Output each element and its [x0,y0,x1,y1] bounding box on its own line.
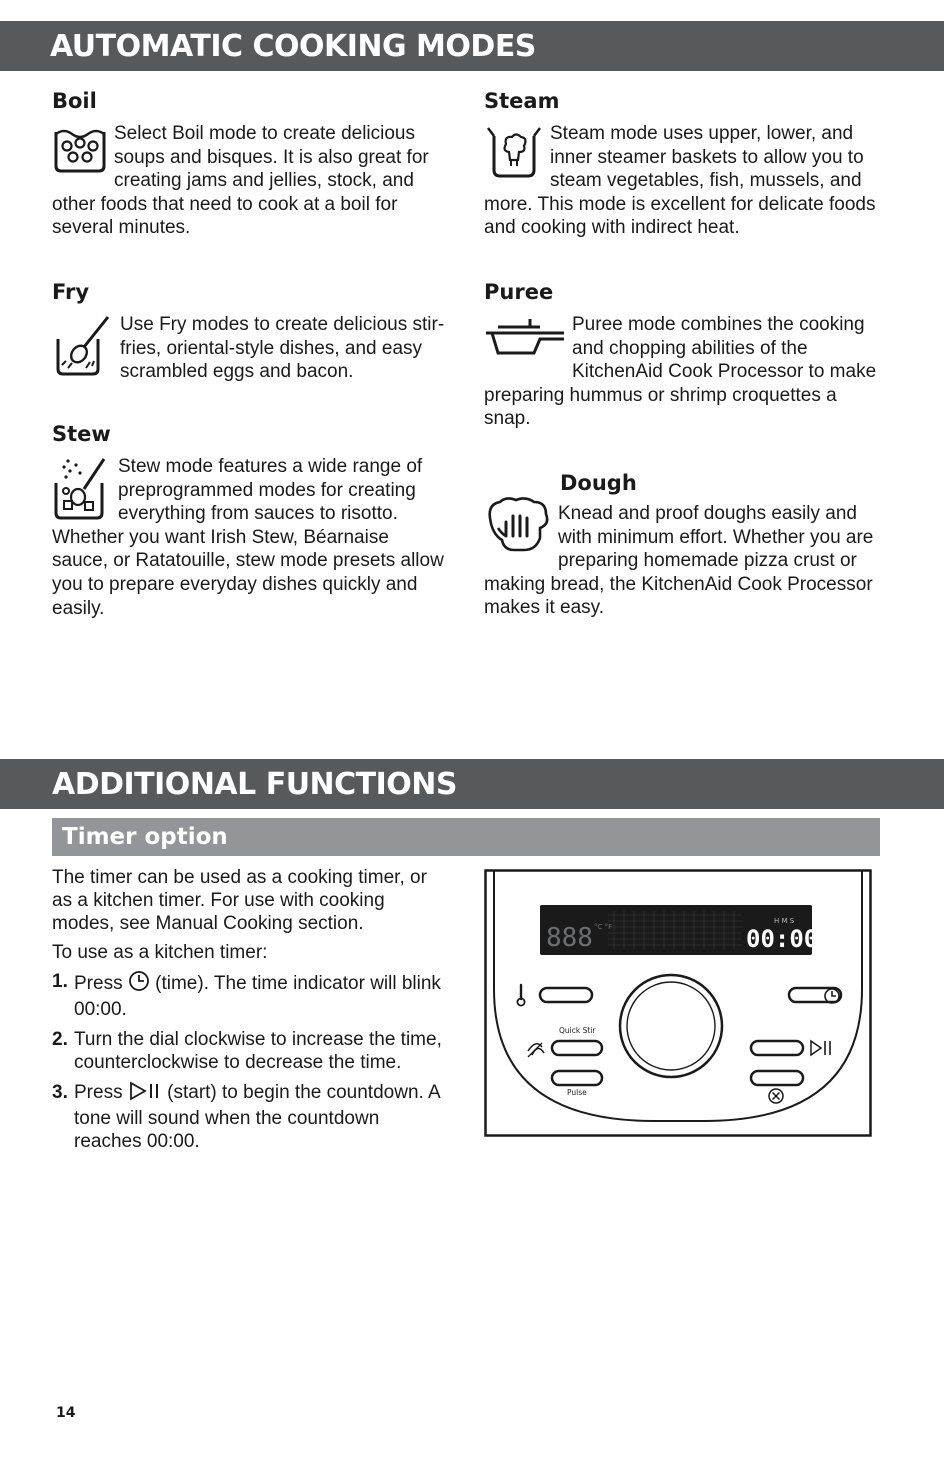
timer-step-3: 3. Press (start) to begin the countdown. A tone will sound when the countdown reaches 00:00. [52,1082,440,1152]
mode-title-fry: Fry [52,280,90,304]
mode-text-dough: Knead and proof doughs easily and with minimum effort. Whether you are preparing homemade pizza crust or making bread, the KitchenAid Cook Processor makes it easy. [484,503,874,619]
steamer-basket-icon [484,122,544,180]
mode-title-steam: Steam [484,89,560,113]
timer-intro: The timer can be used as a cooking timer, or as a kitchen timer. For use with cooking modes, see Manual Cooking section. [52,867,427,934]
subsection-title-timer-option: Timer option [52,818,880,856]
time-readout: 00:00 [746,925,819,953]
timer-step-1: 1. Press (time). The time indicator will blink 00:00. [52,971,441,1020]
quick-stir-label: Quick Stir [559,1026,596,1035]
control-panel-illustration [484,869,872,1137]
mode-text-fry: Use Fry modes to create delicious stir-fries, oriental-style dishes, and easy scrambled eggs and bacon. [120,314,445,383]
lcd-display [540,905,818,955]
boil-pot-icon [52,122,108,174]
control-dial[interactable] [620,975,722,1077]
mode-steam [484,88,884,240]
timer-step-2: 2. Turn the dial clockwise to increase the time, counterclockwise to decrease the time. [52,1029,442,1073]
mode-text-puree: Puree mode combines the cooking and chopping abilities of the KitchenAid Cook Processor to make preparing hummus or shrimp croquettes a snap. [484,314,877,430]
temperature-readout: 888 [546,923,593,953]
mode-text-steam: Steam mode uses upper, lower, and inner steamer baskets to allow you to steam vegetables, fish, mussels, and more. This mode is excellent for delicate foods and cooking with indirect heat. [484,123,876,239]
mode-puree [484,279,879,431]
time-units: H M S [774,917,795,925]
cancel-button[interactable] [751,1071,803,1085]
timer-lead: To use as a kitchen timer: [52,942,268,963]
mode-text-boil: Select Boil mode to create delicious soups and bisques. It is also great for creating jams and jellies, stock, and other foods that need to cook at a boil for several minutes. [52,123,429,239]
section-title-additional-functions: ADDITIONAL FUNCTIONS [0,759,944,809]
timer-steps [52,970,452,1153]
play-pause-icon [128,1081,162,1107]
mode-title-puree: Puree [484,280,554,304]
quick-stir-button[interactable] [552,1041,602,1055]
time-button[interactable] [789,988,841,1002]
temperature-units: °C °F [594,923,613,931]
temperature-button[interactable] [540,988,592,1002]
mode-text-stew: Stew mode features a wide range of preprogrammed modes for creating everything from sauces to risotto. Whether you want Irish Stew, Béarnaise sauce, or Ratatouille, stew mode presets allow you to prepare everyday dishes quickly and easily. [52,456,444,619]
pulse-label: Pulse [567,1088,587,1097]
mode-title-boil: Boil [52,89,97,113]
mode-fry [52,279,447,384]
section-title-automatic-cooking-modes: AUTOMATIC COOKING MODES [0,21,944,71]
start-pause-button[interactable] [751,1041,803,1055]
stew-pot-icon [52,455,112,521]
mode-dough [484,470,879,620]
mode-stew [52,421,447,620]
clock-icon [128,970,150,998]
puree-pan-icon [484,313,566,361]
dough-hand-icon [484,494,552,554]
mode-boil [52,88,447,240]
mode-title-dough: Dough [560,471,637,495]
fry-pot-spoon-icon [52,313,114,377]
mode-title-stew: Stew [52,422,111,446]
page-number: 14 [56,1405,76,1421]
pulse-button[interactable] [552,1071,602,1085]
timer-instructions [52,866,452,1160]
